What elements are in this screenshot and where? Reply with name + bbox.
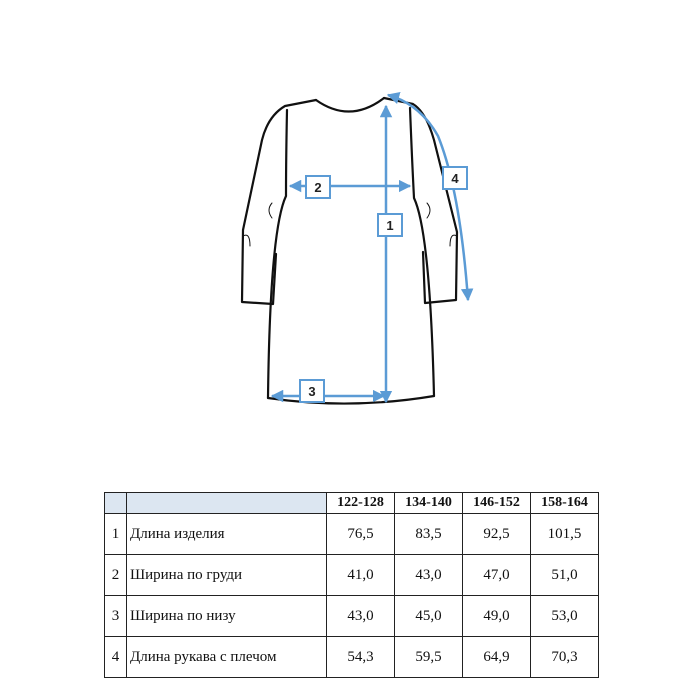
size-header: 134-140 (395, 493, 463, 514)
measurement-value: 54,3 (327, 637, 395, 678)
measurement-name: Длина рукава с плечом (127, 637, 327, 678)
measurement-value: 64,9 (463, 637, 531, 678)
table-row (105, 514, 599, 555)
size-header: 158-164 (531, 493, 599, 514)
measurement-value: 83,5 (395, 514, 463, 555)
row-number: 4 (105, 637, 127, 678)
table-row (105, 596, 599, 637)
label-1-box (378, 214, 402, 236)
measurement-value: 51,0 (531, 555, 599, 596)
row-number: 3 (105, 596, 127, 637)
measurement-value: 45,0 (395, 596, 463, 637)
size-header: 122-128 (327, 493, 395, 514)
measurement-value: 43,0 (327, 596, 395, 637)
measurement-labels (300, 167, 467, 402)
table-row (105, 555, 599, 596)
svg-text:1: 1 (386, 218, 394, 233)
table-row (105, 637, 599, 678)
label-4-box (443, 167, 467, 189)
svg-text:4: 4 (451, 171, 459, 186)
row-number: 1 (105, 514, 127, 555)
label-2-box (306, 176, 330, 198)
table-header-row (105, 493, 599, 514)
measurement-value: 76,5 (327, 514, 395, 555)
garment-outline (242, 98, 457, 404)
measurement-name: Ширина по низу (127, 596, 327, 637)
size-header: 146-152 (463, 493, 531, 514)
measurement-name: Ширина по груди (127, 555, 327, 596)
measurement-lines (272, 95, 468, 402)
svg-text:2: 2 (314, 180, 322, 195)
measurement-value: 59,5 (395, 637, 463, 678)
measurement-value: 43,0 (395, 555, 463, 596)
measurement-value: 92,5 (463, 514, 531, 555)
row-number: 2 (105, 555, 127, 596)
measurement-value: 101,5 (531, 514, 599, 555)
measurement-value: 53,0 (531, 596, 599, 637)
label-3-box (300, 380, 324, 402)
measurement-value: 49,0 (463, 596, 531, 637)
size-table (104, 492, 599, 678)
header-name-cell (127, 493, 327, 514)
measurement-name: Длина изделия (127, 514, 327, 555)
measurement-value: 70,3 (531, 637, 599, 678)
svg-text:3: 3 (308, 384, 316, 399)
measurement-value: 47,0 (463, 555, 531, 596)
measurement-value: 41,0 (327, 555, 395, 596)
header-num-cell (105, 493, 127, 514)
